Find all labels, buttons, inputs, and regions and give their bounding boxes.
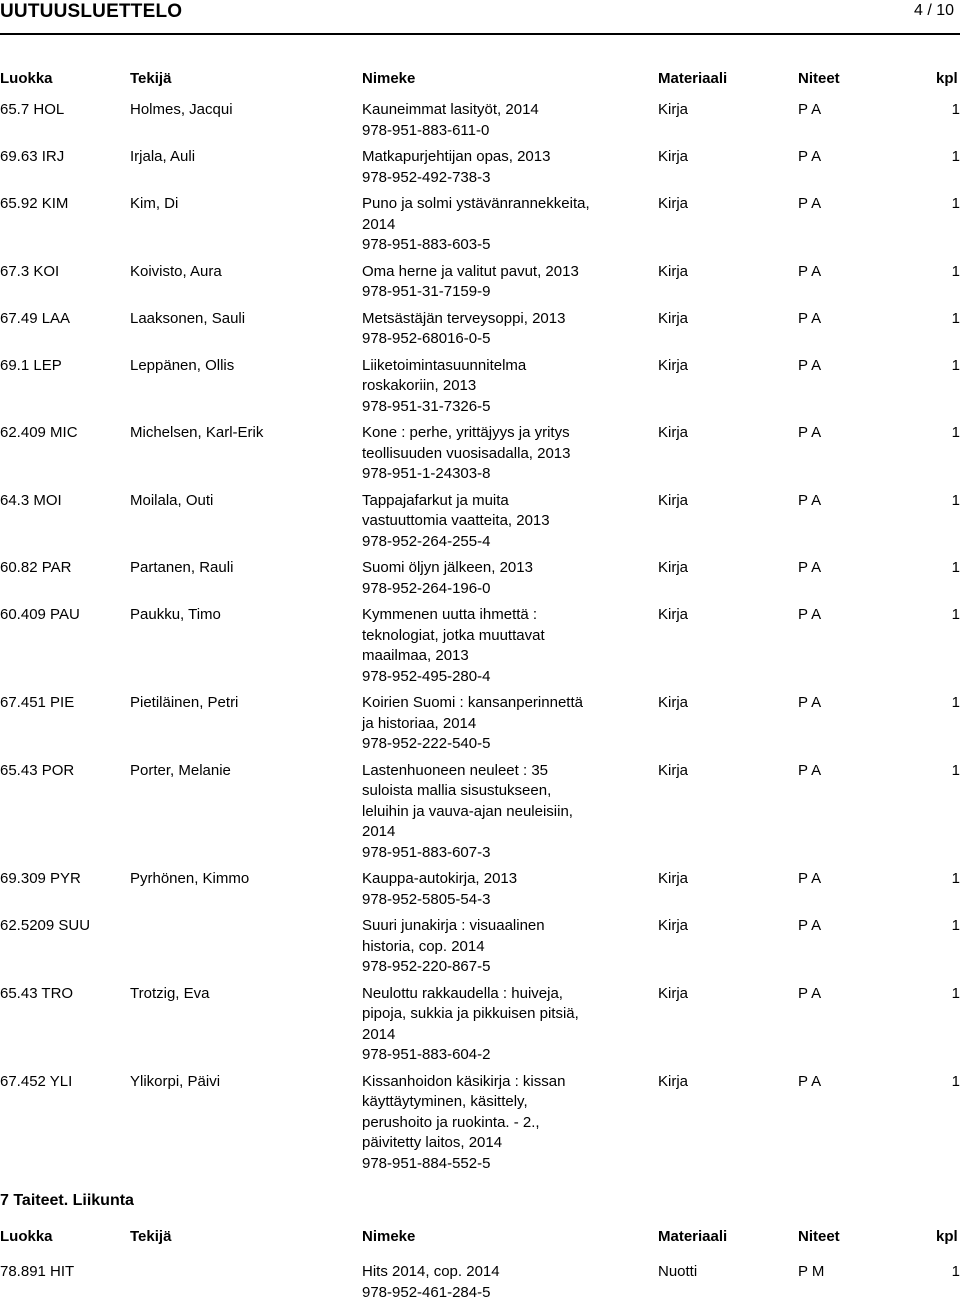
- entry-title-line: Metsästäjän terveysoppi, 2013: [362, 309, 640, 330]
- entry-qty: 1: [940, 1072, 960, 1093]
- entry-title-line: 978-951-884-552-5: [362, 1154, 640, 1175]
- col-class: Luokka: [0, 1228, 53, 1245]
- entry-title: [362, 916, 640, 978]
- page-number: 4 / 10: [872, 2, 954, 20]
- entry-title-line: 978-952-5805-54-3: [362, 890, 640, 911]
- entry-title-line: Tappajafarkut ja muita: [362, 491, 640, 512]
- column-header-row: [0, 70, 960, 90]
- entry-material: Kirja: [658, 605, 688, 626]
- header-rule: [0, 33, 960, 35]
- entry-qty: 1: [940, 761, 960, 782]
- entry-title-line: 978-952-492-738-3: [362, 168, 640, 189]
- entry-material: Kirja: [658, 356, 688, 377]
- entry-notes: P A: [798, 984, 821, 1005]
- entry-qty: 1: [940, 693, 960, 714]
- entry-title: [362, 309, 640, 350]
- entry-title-line: 978-951-31-7159-9: [362, 282, 640, 303]
- entry-title-line: Neulottu rakkaudella : huiveja,: [362, 984, 640, 1005]
- entry-class: 67.451 PIE: [0, 693, 128, 714]
- entry-title-line: teknologiat, jotka muuttavat: [362, 626, 640, 647]
- entry-title-line: 2014: [362, 215, 640, 236]
- entry-notes: P A: [798, 916, 821, 937]
- entry-class: 65.43 POR: [0, 761, 128, 782]
- entry-title-line: 978-952-495-280-4: [362, 667, 640, 688]
- col-title: Nimeke: [362, 70, 415, 87]
- entry-title-line: Puno ja solmi ystävänrannekkeita,: [362, 194, 640, 215]
- entry-title: [362, 558, 640, 599]
- entry-author: Partanen, Rauli: [130, 558, 362, 579]
- entry-notes: P A: [798, 147, 821, 168]
- entry-author: Laaksonen, Sauli: [130, 309, 362, 330]
- entry-material: Nuotti: [658, 1262, 697, 1283]
- entry-notes: P A: [798, 491, 821, 512]
- entry-class: 69.1 LEP: [0, 356, 128, 377]
- entry-qty: 1: [940, 1262, 960, 1283]
- entry-title-line: käyttäytyminen, käsittely,: [362, 1092, 640, 1113]
- entry-title: [362, 761, 640, 864]
- entry-title-line: 2014: [362, 1025, 640, 1046]
- entry-author: Paukku, Timo: [130, 605, 362, 626]
- entry-title: [362, 605, 640, 687]
- entry-qty: 1: [940, 309, 960, 330]
- entry-title: [362, 869, 640, 910]
- column-header-row-2: [0, 1228, 960, 1248]
- entry-title-line: Lastenhuoneen neuleet : 35: [362, 761, 640, 782]
- entry-title-line: Oma herne ja valitut pavut, 2013: [362, 262, 640, 283]
- entry-class: 62.409 MIC: [0, 423, 128, 444]
- entry-author: Koivisto, Aura: [130, 262, 362, 283]
- entry-title-line: teollisuuden vuosisadalla, 2013: [362, 444, 640, 465]
- section-heading: 7 Taiteet. Liikunta: [0, 1192, 134, 1210]
- entry-title: [362, 1072, 640, 1175]
- entry-title-line: Kymmenen uutta ihmettä :: [362, 605, 640, 626]
- entry-notes: P A: [798, 423, 821, 444]
- entry-title-line: 978-951-883-611-0: [362, 121, 640, 142]
- entry-title-line: maailmaa, 2013: [362, 646, 640, 667]
- entry-qty: 1: [940, 147, 960, 168]
- entry-title-line: Matkapurjehtijan opas, 2013: [362, 147, 640, 168]
- entry-title-line: leluihin ja vauva-ajan neuleisiin,: [362, 802, 640, 823]
- entry-title: [362, 1262, 640, 1303]
- entry-material: Kirja: [658, 1072, 688, 1093]
- entry-notes: P A: [798, 761, 821, 782]
- entry-title-line: 978-951-883-604-2: [362, 1045, 640, 1066]
- entry-material: Kirja: [658, 194, 688, 215]
- entry-notes: P A: [798, 100, 821, 121]
- entry-title-line: Suuri junakirja : visuaalinen: [362, 916, 640, 937]
- entry-qty: 1: [940, 491, 960, 512]
- col-qty: kpl: [936, 70, 958, 87]
- entry-class: 67.49 LAA: [0, 309, 128, 330]
- entry-notes: P A: [798, 262, 821, 283]
- entry-author: Pietiläinen, Petri: [130, 693, 362, 714]
- entry-notes: P A: [798, 309, 821, 330]
- entry-author: Trotzig, Eva: [130, 984, 362, 1005]
- entry-title-line: 978-952-461-284-5: [362, 1283, 640, 1303]
- entry-title-line: 978-952-264-196-0: [362, 579, 640, 600]
- entry-title-line: Liiketoimintasuunnitelma: [362, 356, 640, 377]
- entry-author: Holmes, Jacqui: [130, 100, 362, 121]
- entry-title-line: 978-952-68016-0-5: [362, 329, 640, 350]
- entry-class: 62.5209 SUU: [0, 916, 128, 937]
- col-notes: Niteet: [798, 1228, 840, 1245]
- entry-title-line: 2014: [362, 822, 640, 843]
- entry-notes: P A: [798, 605, 821, 626]
- entry-title-line: Suomi öljyn jälkeen, 2013: [362, 558, 640, 579]
- entry-title-line: Kauppa-autokirja, 2013: [362, 869, 640, 890]
- entry-title-line: pipoja, sukkia ja pikkuisen pitsiä,: [362, 1004, 640, 1025]
- entry-author: Leppänen, Ollis: [130, 356, 362, 377]
- entry-material: Kirja: [658, 262, 688, 283]
- col-material: Materiaali: [658, 70, 727, 87]
- entry-class: 65.7 HOL: [0, 100, 128, 121]
- entry-title-line: 978-951-31-7326-5: [362, 397, 640, 418]
- entry-qty: 1: [940, 423, 960, 444]
- entry-qty: 1: [940, 262, 960, 283]
- entry-title-line: 978-952-220-867-5: [362, 957, 640, 978]
- entry-title-line: 978-951-1-24303-8: [362, 464, 640, 485]
- entry-qty: 1: [940, 916, 960, 937]
- entry-author: Ylikorpi, Päivi: [130, 1072, 362, 1093]
- entry-title-line: historia, cop. 2014: [362, 937, 640, 958]
- entry-material: Kirja: [658, 869, 688, 890]
- entry-author: Irjala, Auli: [130, 147, 362, 168]
- entry-qty: 1: [940, 869, 960, 890]
- entry-notes: P A: [798, 194, 821, 215]
- entry-title-line: roskakoriin, 2013: [362, 376, 640, 397]
- entry-title-line: vastuuttomia vaatteita, 2013: [362, 511, 640, 532]
- entry-title-line: 978-952-222-540-5: [362, 734, 640, 755]
- entry-class: 65.92 KIM: [0, 194, 128, 215]
- catalog-title: UUTUUSLUETTELO: [0, 1, 182, 23]
- entry-notes: P A: [798, 356, 821, 377]
- entry-title: [362, 194, 640, 256]
- entry-class: 69.63 IRJ: [0, 147, 128, 168]
- entry-title: [362, 262, 640, 303]
- entry-material: Kirja: [658, 100, 688, 121]
- col-qty: kpl: [936, 1228, 958, 1245]
- entry-title-line: ja historiaa, 2014: [362, 714, 640, 735]
- col-author: Tekijä: [130, 70, 171, 87]
- entry-title-line: Kone : perhe, yrittäjyys ja yritys: [362, 423, 640, 444]
- entry-author: Kim, Di: [130, 194, 362, 215]
- entry-material: Kirja: [658, 693, 688, 714]
- entry-title: [362, 984, 640, 1066]
- entry-title-line: 978-951-883-603-5: [362, 235, 640, 256]
- entry-qty: 1: [940, 605, 960, 626]
- entry-author: Moilala, Outi: [130, 491, 362, 512]
- entry-class: 60.82 PAR: [0, 558, 128, 579]
- entry-class: 78.891 HIT: [0, 1262, 128, 1283]
- entry-title: [362, 693, 640, 755]
- col-title: Nimeke: [362, 1228, 415, 1245]
- col-material: Materiaali: [658, 1228, 727, 1245]
- entry-material: Kirja: [658, 309, 688, 330]
- entry-class: 67.452 YLI: [0, 1072, 128, 1093]
- entry-qty: 1: [940, 558, 960, 579]
- entry-title: [362, 100, 640, 141]
- entry-material: Kirja: [658, 558, 688, 579]
- entry-title-line: Kauneimmat lasityöt, 2014: [362, 100, 640, 121]
- col-author: Tekijä: [130, 1228, 171, 1245]
- entry-qty: 1: [940, 100, 960, 121]
- entry-title-line: päivitetty laitos, 2014: [362, 1133, 640, 1154]
- entry-material: Kirja: [658, 761, 688, 782]
- entry-class: 69.309 PYR: [0, 869, 128, 890]
- entry-notes: P A: [798, 693, 821, 714]
- entry-class: 65.43 TRO: [0, 984, 128, 1005]
- entry-notes: P A: [798, 869, 821, 890]
- entry-material: Kirja: [658, 984, 688, 1005]
- entry-qty: 1: [940, 984, 960, 1005]
- entry-title-line: Kissanhoidon käsikirja : kissan: [362, 1072, 640, 1093]
- entry-material: Kirja: [658, 916, 688, 937]
- entry-title-line: Hits 2014, cop. 2014: [362, 1262, 640, 1283]
- entry-class: 67.3 KOI: [0, 262, 128, 283]
- entry-notes: P A: [798, 1072, 821, 1093]
- entry-qty: 1: [940, 194, 960, 215]
- entry-qty: 1: [940, 356, 960, 377]
- entry-author: Michelsen, Karl-Erik: [130, 423, 362, 444]
- entry-title: [362, 491, 640, 553]
- entry-title: [362, 423, 640, 485]
- entry-author: Porter, Melanie: [130, 761, 362, 782]
- entry-title-line: Koirien Suomi : kansanperinnettä: [362, 693, 640, 714]
- entry-author: Pyrhönen, Kimmo: [130, 869, 362, 890]
- entry-title-line: 978-952-264-255-4: [362, 532, 640, 553]
- col-class: Luokka: [0, 70, 53, 87]
- entry-title: [362, 147, 640, 188]
- entry-title-line: perushoito ja ruokinta. - 2.,: [362, 1113, 640, 1134]
- entry-class: 64.3 MOI: [0, 491, 128, 512]
- entry-title-line: 978-951-883-607-3: [362, 843, 640, 864]
- entry-notes: P A: [798, 558, 821, 579]
- entry-material: Kirja: [658, 491, 688, 512]
- entry-title-line: suloista mallia sisustukseen,: [362, 781, 640, 802]
- entry-title: [362, 356, 640, 418]
- entry-material: Kirja: [658, 423, 688, 444]
- col-notes: Niteet: [798, 70, 840, 87]
- entry-notes: P M: [798, 1262, 824, 1283]
- entry-class: 60.409 PAU: [0, 605, 128, 626]
- entry-material: Kirja: [658, 147, 688, 168]
